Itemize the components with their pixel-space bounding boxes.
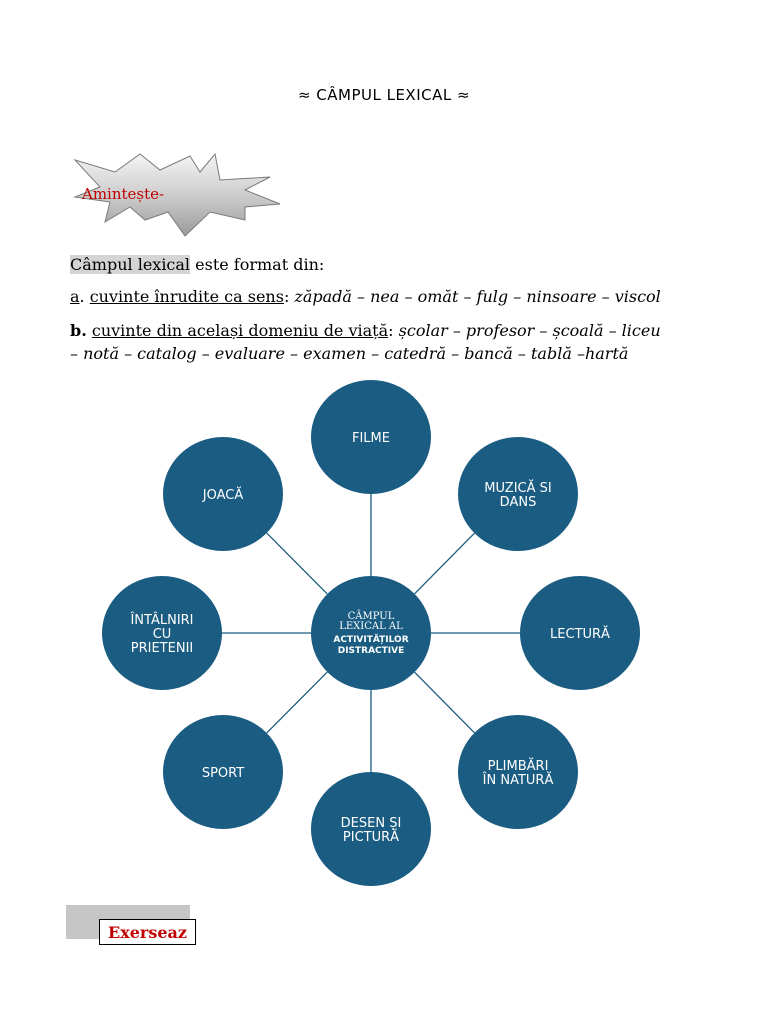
- link-muzica: [415, 533, 475, 594]
- node-plimbari: [458, 715, 578, 829]
- page-title: ≈ CÂMPUL LEXICAL ≈: [297, 86, 471, 104]
- link-joaca: [267, 533, 328, 594]
- node-desen-label-1: DESEN ȘI: [340, 816, 402, 831]
- node-lectura-label-1: LECTURĂ: [550, 627, 610, 642]
- item-b-label: cuvinte din același domeniu de viață: [91, 321, 389, 340]
- item-b-examples-line1: școlar – profesor – școală – liceu: [398, 321, 661, 340]
- node-lectura: [520, 576, 640, 690]
- item-a-sep: .: [79, 287, 90, 306]
- node-sport-label-1: SPORT: [201, 766, 245, 781]
- node-plimbari-label-2: ÎN NATURĂ: [482, 773, 554, 788]
- node-filme-label-1: FILME: [352, 431, 390, 446]
- item-a-colon: :: [283, 287, 295, 306]
- exercise-heading: [99, 919, 196, 945]
- node-intalniri-label-2: CU: [152, 627, 172, 642]
- center-line-3: ACTIVITĂȚILOR: [333, 635, 409, 645]
- item-b-colon: :: [388, 321, 399, 340]
- item-a-examples: zăpadă – nea – omăt – fulg – ninsoare – viscol: [294, 287, 661, 306]
- node-muzica-label-1: MUZICĂ SI: [484, 481, 552, 496]
- center-line-4: DISTRACTIVE: [337, 646, 405, 656]
- item-b-examples-line2: – notă – catalog – evaluare – examen – catedră – bancă – tablă –hartă: [70, 344, 629, 363]
- word-web-diagram: [0, 370, 768, 900]
- item-a-letter: a: [70, 287, 80, 306]
- node-joaca: [163, 437, 283, 551]
- node-sport: [163, 715, 283, 829]
- intro-sentence: [70, 254, 324, 276]
- node-joaca-label-1: JOACĂ: [202, 488, 244, 503]
- item-a-label: cuvinte înrudite ca sens: [89, 287, 284, 306]
- node-plimbari-label-1: PLIMBĂRI: [487, 759, 549, 774]
- link-plimbari: [415, 672, 475, 733]
- center-line-1: CÂMPUL: [347, 611, 395, 622]
- node-muzica-label-2: DANS: [499, 495, 537, 510]
- item-a: [70, 286, 661, 308]
- intro-rest: este format din:: [190, 255, 325, 274]
- center-node: [311, 576, 431, 690]
- node-intalniri-label-1: ÎNTÂLNIRI: [130, 613, 194, 628]
- exercise-label: Exerseaz: [108, 922, 187, 942]
- node-filme: [311, 380, 431, 494]
- item-b-letter: b.: [70, 321, 87, 340]
- node-intalniri: [102, 576, 222, 690]
- node-desen-label-2: PICTURĂ: [342, 830, 400, 845]
- center-ellipse: [311, 576, 431, 690]
- node-intalniri-label-3: PRIETENII: [130, 641, 194, 656]
- item-b: [70, 320, 661, 342]
- center-line-2: LEXICAL AL: [339, 621, 403, 632]
- intro-term: Câmpul lexical: [70, 255, 191, 274]
- link-sport: [267, 672, 328, 733]
- node-desen: [311, 772, 431, 886]
- callout-label: Amintește-: [82, 185, 165, 203]
- node-muzica: [458, 437, 578, 551]
- callout-burst: [70, 152, 285, 238]
